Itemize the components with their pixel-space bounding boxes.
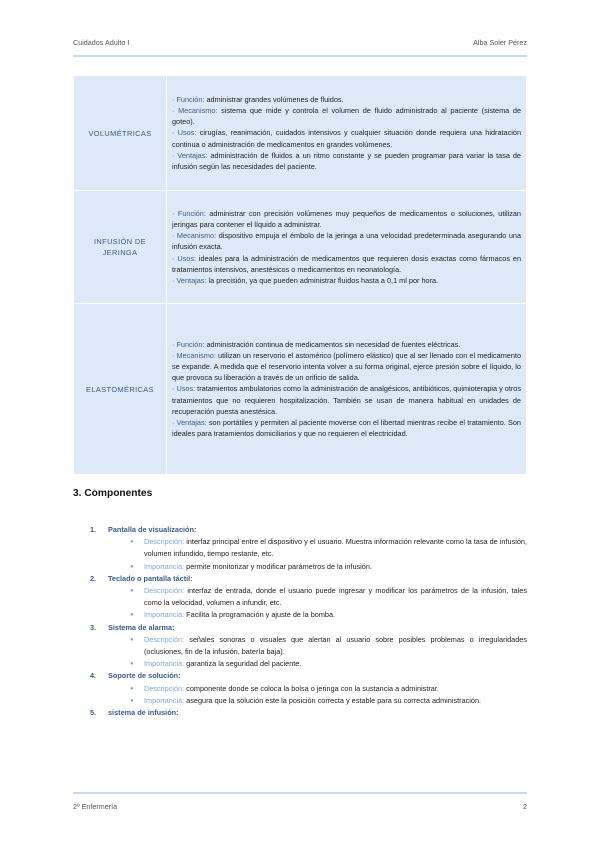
header-rule [73, 55, 527, 57]
sub-item: ● Importancia: permite monitorizar y modificar parámetros de la infusión. [73, 561, 527, 573]
header-author: Alba Soler Pérez [473, 38, 527, 47]
bullet-icon: ● [130, 636, 134, 643]
bullet-icon: ● [130, 612, 134, 619]
pump-type-label: ELASTOMÉRICAS [74, 304, 167, 475]
sub-item: ● Descripción: componente donde se coloca la bolsa o jeringa con la sustancia a administrar. [73, 683, 527, 695]
entry-ventajas: · Ventajas: la precisión, ya que pueden administrar fluidos hasta a 0,1 ml por hora. [172, 276, 439, 285]
entry-usos: · Usos: ideales para la administración de medicamentos que requieren dosis exactas como fármacos en tratamientos intensivos, anestésicos o medicamentos en neonatología. [172, 253, 522, 274]
table-row [74, 304, 527, 475]
item-number: 4. [90, 671, 97, 681]
list-item [73, 524, 527, 536]
bullet-icon: ● [130, 697, 134, 704]
entry-usos: · Usos: cirugías, reanimación, cuidados intensivos y cualquier situación donde requiera una hidratación continua o administración de medicamentos en grandes volúmenes. [172, 128, 522, 149]
sub-item: ● Importancia: asegura que la solución este la posición correcta y estable para su correcta administración. [73, 695, 527, 707]
item-title: Teclado o pantalla táctil: [108, 573, 193, 583]
page-footer [73, 802, 527, 811]
components-list [73, 524, 527, 719]
entry-mecanismo: · Mecanismo: utilizan un reservorio el astomérico (polímero elástico) que al ser llenado con el medicamento se expande. A medida que el reservorio intenta volver a su forma original, ejerce presión sobre el líquido, lo que provoca su liberación a través de un orificio de salida. [172, 350, 521, 383]
item-title: Soporte de solución: [108, 671, 181, 681]
footer-rule [73, 792, 527, 794]
table-row [74, 76, 527, 191]
table-row [74, 191, 527, 304]
pump-type-label: INFUSIÓN DE JERINGA [74, 191, 167, 304]
pump-type-label: VOLUMÉTRICAS [74, 76, 167, 191]
sub-item: ● Descripción: interfaz principal entre el dispositivo y el usuario. Muestra información relevante como la tasa de infusión, volumen infundido, tiempo restante, etc. [130, 537, 527, 559]
list-item [73, 670, 527, 682]
sub-item: ● Descripción: señales sonoras o visuales que alertan al usuario sobre posibles problemas o irregularidades (oclusiones, fin de la infusión, batería baja). [130, 634, 527, 657]
header-course: Cuidados Adulto I [73, 38, 130, 47]
footer-course-year: 2º Enfermería [73, 802, 118, 811]
list-item [73, 573, 527, 585]
entry-ventajas: · Ventajas: son portátiles y permiten al paciente moverse con el libertad mientras recibe el tratamiento. Son ideales para tratamientos domiciliarios y que no requieren el electricidad. [172, 418, 521, 439]
pump-description [167, 191, 527, 304]
pump-types-table [73, 75, 527, 475]
bullet-icon: ● [130, 588, 134, 595]
sub-item: ● Importancia: garantiza la seguridad del paciente. [73, 658, 527, 670]
bullet-icon: ● [130, 539, 134, 546]
entry-mecanismo: · Mecanismo: dispositivo empuja el émbolo de la jeringa a una velocidad predeterminada asegurando una infusión exacta. [172, 231, 522, 252]
item-number: 5. [90, 708, 97, 718]
item-number: 1. [90, 525, 97, 534]
item-number: 3. [90, 622, 97, 632]
item-title: sistema de infusión: [108, 708, 179, 718]
item-number: 2. [90, 573, 97, 583]
page-header [73, 38, 527, 47]
entry-usos: · Usos: tratamientos ambulatorios como la administración de analgésicos, antibióticos, quimioterapia y otros tratamientos que no requieren hospitalización. También se usan de manera habitual en unidades de recuperación puesta anestésica. [172, 384, 522, 416]
section-title: 3. Componentes [73, 488, 153, 499]
sub-item: ● Importancia: Facilita la programación y ajuste de la bomba. [73, 609, 527, 621]
sub-item: ● Descripción: interfaz de entrada, donde el usuario puede ingresar y modificar los parámetros de la infusión, tales como la velocidad, volumen a infundir, etc. [130, 586, 527, 608]
entry-funcion: · Función: administración continua de medicamentos sin necesidad de fuentes eléctricas. [172, 339, 461, 349]
pump-description [167, 76, 527, 191]
bullet-icon: ● [130, 685, 134, 692]
bullet-icon: ● [130, 661, 134, 668]
entry-mecanismo: · Mecanismo: sistema que mide y controla el volumen de fluido administrado al paciente (sistema de goteo). [172, 105, 522, 127]
list-item [73, 622, 527, 634]
entry-ventajas: · Ventajas: administración de fluidos a un ritmo constante y se pueden programar para variar la tasa de infusión según las necesidades del paciente. [172, 150, 521, 171]
item-title: Sistema de alarma: [108, 622, 175, 632]
entry-funcion: · Función: administrar con precisión volúmenes muy pequeños de medicamentos o soluciones, utilizan jeringas para contener el líquido a administrar. [172, 208, 521, 229]
bullet-icon: ● [130, 563, 134, 570]
list-item [73, 707, 527, 719]
pump-description [167, 304, 527, 475]
item-title: Pantalla de visualización: [108, 525, 197, 534]
entry-funcion: · Función: administrar grandes volúmenes de fluidos. [172, 94, 344, 104]
page-number: 2 [523, 802, 527, 811]
